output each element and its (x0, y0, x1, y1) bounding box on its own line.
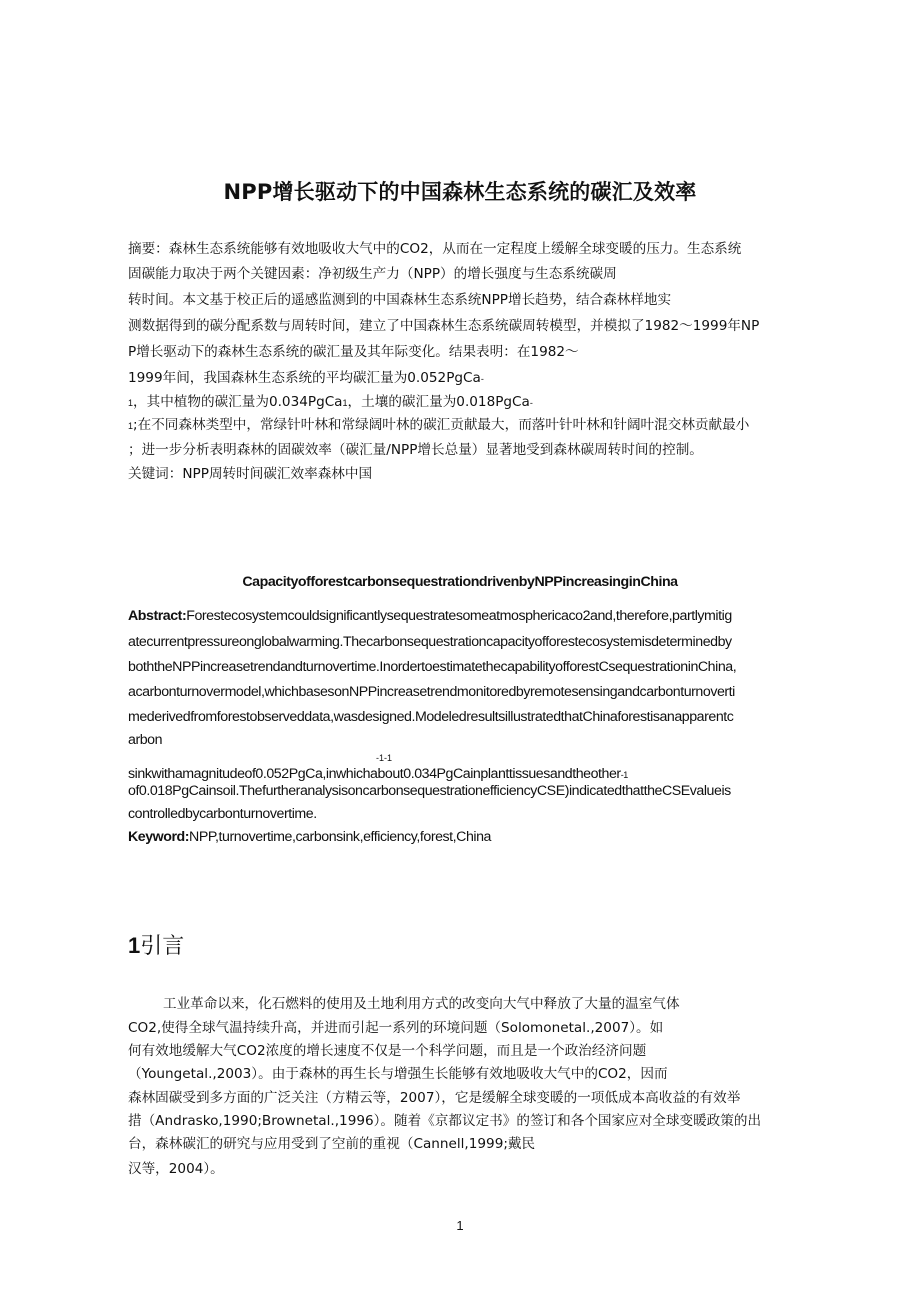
abstract-en-line: mederivedfromforestobserveddata,wasdesigned.ModeledresultsillustratedthatChinaforestisanapparentc (128, 709, 734, 725)
abstract-en-line: atecurrentpressureonglobalwarming.Thecarbonsequestrationcapacityofforestecosystemisdeterminedby (128, 634, 732, 650)
paper-title: NPP增长驱动下的中国森林生态系统的碳汇及效率 (223, 180, 697, 204)
english-title: CapacityofforestcarbonsequestrationdrivenbyNPPincreasinginChina (242, 574, 678, 590)
section-heading: 1引言 (128, 933, 185, 959)
abstract-cn-line: ；进一步分析表明森林的固碳效率（碳汇量/NPP增长总量）显著地受到森林碳周转时间的控制。 (128, 442, 703, 458)
abstract-cn-line: 固碳能力取决于两个关键因素：净初级生产力（NPP）的增长强度与生态系统碳周 (128, 266, 617, 282)
abstract-cn-line: 1;在不同森林类型中，常绿针叶林和常绿阔叶林的碳汇贡献最大，而落叶针叶林和针阔叶混交林贡献最小 (128, 417, 750, 433)
keywords-cn: 关键词：NPP周转时间碳汇效率森林中国 (128, 466, 373, 482)
abstract-en-line: sinkwithamagnitudeof0.052PgCa,inwhichabout0.034PgCainplanttissuesandtheother-1 (128, 766, 628, 782)
page-number: 1 (456, 1218, 464, 1233)
superscript-row: -1-1 (376, 753, 393, 763)
abstract-en-line: boththeNPPincreasetrendandturnovertime.InordertoestimatethecapabilityofforestCsequestrationinChina, (128, 659, 737, 675)
abstract-cn-line: 转时间。本文基于校正后的遥感监测到的中国森林生态系统NPP增长趋势，结合森林样地实 (128, 292, 672, 308)
body-line: 森林固碳受到多方面的广泛关注（方精云等，2007），它是缓解全球变暖的一项低成本高收益的有效举 (128, 1090, 741, 1106)
body-line: 台，森林碳汇的研究与应用受到了空前的重视（Cannell,1999;戴民 (128, 1136, 536, 1152)
body-line: （Youngetal.,2003）。由于森林的再生长与增强生长能够有效地吸收大气中的CO2，因而 (128, 1066, 668, 1082)
abstract-cn-line: 1999年间，我国森林生态系统的平均碳汇量为0.052PgCa- (128, 370, 484, 386)
abstract-en-line: of0.018PgCainsoil.ThefurtheranalysisoncarbonsequestrationefficiencyCSE)indicatedthattheCSEvalueis (128, 783, 731, 799)
body-line: 汉等，2004）。 (128, 1161, 224, 1177)
keywords-en: Keyword:NPP,turnovertime,carbonsink,efficiency,forest,China (128, 829, 491, 845)
abstract-cn-line: 测数据得到的碳分配系数与周转时间，建立了中国森林生态系统碳周转模型，并模拟了1982～1999年NP (128, 318, 760, 334)
abstract-cn-line: 1，其中植物的碳汇量为0.034PgCa1，土壤的碳汇量为0.018PgCa- (128, 394, 533, 410)
abstract-en-line: Abstract:Forestecosystemcouldsignificantlysequestratesomeatmosphericaco2and,therefore,partlymitig (128, 608, 732, 624)
body-line: 工业革命以来，化石燃料的使用及土地利用方式的改变向大气中释放了大量的温室气体 (163, 996, 680, 1012)
body-line: 措（Andrasko,1990;Brownetal.,1996）。随着《京都议定书》的签订和各个国家应对全球变暖政策的出 (128, 1113, 762, 1129)
abstract-en-line: arbon (128, 732, 163, 748)
abstract-en-line: controlledbycarbonturnovertime. (128, 806, 317, 822)
abstract-cn-line: P增长驱动下的森林生态系统的碳汇量及其年际变化。结果表明：在1982～ (128, 344, 579, 360)
body-line: 何有效地缓解大气CO2浓度的增长速度不仅是一个科学问题，而且是一个政治经济问题 (128, 1043, 647, 1059)
abstract-cn-line: 摘要：森林生态系统能够有效地吸收大气中的CO2，从而在一定程度上缓解全球变暖的压力。生态系统 (128, 241, 742, 257)
body-line: CO2,使得全球气温持续升高，并进而引起一系列的环境问题（Solomonetal.,2007）。如 (128, 1020, 664, 1036)
abstract-en-line: acarbonturnovermodel,whichbasesonNPPincreasetrendmonitoredbyremotesensingandcarbonturnoverti (128, 684, 735, 700)
